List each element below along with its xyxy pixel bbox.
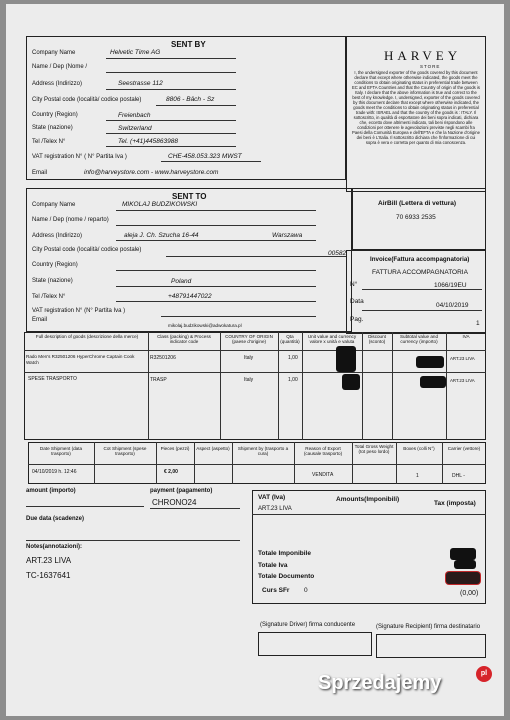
total-documento-redacted xyxy=(446,572,480,584)
curs-value: 0 xyxy=(304,587,308,594)
goods-row-2-subtotal-redacted xyxy=(420,376,446,388)
notes-line-1: ART.23 LIVA xyxy=(26,556,72,565)
sent-by-tel-value: Tel. (+41)445863988 xyxy=(118,138,178,145)
shipment-header-pieces: Pieces (pezzi) xyxy=(160,446,190,451)
goods-header-unit: Unit value and currency valore x unità e valuta xyxy=(307,334,357,344)
goods-row-1-qty: 1,00 xyxy=(288,355,298,361)
vat-label: VAT (Iva) xyxy=(258,494,286,501)
goods-row-2-desc: SPESE TRASPORTO xyxy=(28,376,77,382)
shipment-pieces-value: € 2,00 xyxy=(164,469,178,475)
goods-table xyxy=(24,332,486,440)
sent-to-name-label: Name / Dep (nome / reparto) xyxy=(32,217,109,223)
sent-by-country-value: Freienbach xyxy=(118,112,151,119)
invoice-label: Invoice(Fattura accompagnatoria) xyxy=(370,256,470,263)
amount-label: amount (importo) xyxy=(26,488,76,494)
signature-driver-label: (Signature Driver) firma conducente xyxy=(260,622,356,628)
invoice-title: FATTURA ACCOMPAGNATORIA xyxy=(372,269,468,276)
shipment-header-date: Date Shipment (data trasporto) xyxy=(39,446,83,456)
total-iva-redacted xyxy=(454,560,476,569)
signature-recipient-box xyxy=(376,634,486,658)
goods-header-subtotal: Subtotal value and currency (importo) xyxy=(399,334,439,344)
total-iva-label: Totale Iva xyxy=(258,562,288,569)
sent-by-city-label: City Postal code (località/ codice postale) xyxy=(32,97,142,103)
goods-row-2-origin: Italy xyxy=(244,377,254,383)
notes-label: Notes(annotazioni): xyxy=(26,544,82,550)
curs-label: Curs SFr xyxy=(262,587,290,594)
goods-header-code: Class (packing) & Process indicator code xyxy=(157,334,211,344)
goods-row-1-origin: Italy xyxy=(244,355,254,361)
sent-to-postal-value: 00582 xyxy=(328,250,347,257)
sent-to-country-label: Country (Region) xyxy=(32,262,78,268)
shipment-header-weight: Total Gross Weight (tot peso lordo) xyxy=(354,444,394,454)
invoice-page: 1 xyxy=(476,320,480,327)
watermark-badge-text: pl xyxy=(480,670,488,677)
shipment-header-cost: Cot Shipment (spese trasporto) xyxy=(103,446,147,456)
payment-value: CHRONO24 xyxy=(152,498,197,507)
sent-to-address-label: Address (Indirizzo) xyxy=(32,233,83,239)
total-imponibile-label: Totale Imponibile xyxy=(258,550,311,557)
tax-label: Tax (imposta) xyxy=(434,500,476,507)
sent-to-email-label: Email xyxy=(32,317,48,323)
goods-row-1-subtotal-redacted xyxy=(416,356,444,368)
sent-to-tel-label: Tel /Telex N° xyxy=(32,294,66,300)
total-imponibile-redacted xyxy=(450,548,476,560)
sent-by-city-value: 8806 - Bäch - Sz xyxy=(166,96,215,103)
goods-header-desc: Full description of goods (descrizione della merce) xyxy=(35,334,139,339)
invoice-n-label: N° xyxy=(350,281,358,288)
watermark-badge xyxy=(476,666,492,682)
exporter-declaration: I, the undersigned exporter of the goods covered by this document declare that except where otherwise indicated, the goods meet the conditions to obtain originating status in preferential trade between EC and EFTA Countries and that the Country of origin of the goods is Italy. I declare that the above information is true and correct to the best of my knowledge. I, undersigned, exporter of the goods covered by this document declare that except where otherwise indicated, the goods meet the conditions to obtain originating status in preferential trade with: ISRAEL and that the country of the goods is : ITALY. Il sottoscritto, in qualità di esportatore dei beni sopra indicati, dichiara che, eccetto dove altrimenti indicato, tali beni rispondono alle condizioni per ottenere le agevolazioni previste negli scambi fra Paesi della Comunità Europea e dell'EFTA e che la Nazione d'origine dei beni è L'Italia. Il sottoscritto dichiara che l'informazione di cui sopra è vera e corretta per quanto di mia conoscenza. xyxy=(352,70,480,145)
amounts-label: Amounts(Imponibili) xyxy=(336,496,400,503)
sent-by-vat-value: CHE-458.053.323 MWST xyxy=(168,153,242,160)
watermark-logo xyxy=(318,672,441,695)
sent-to-tel-value: +48791447022 xyxy=(168,293,212,300)
goods-row-2-unit-redacted xyxy=(342,374,360,390)
watermark-text: Sprzedajemy xyxy=(318,672,442,694)
shipment-reason-value: VENDITA xyxy=(312,472,334,478)
shipment-header-aspect: Aspect (aspetto) xyxy=(196,446,230,451)
invoice-document xyxy=(6,4,504,716)
invoice-date: 04/10/2019 xyxy=(436,302,469,309)
shipment-header-boxes: Boxes (colli N°) xyxy=(403,446,435,451)
sent-to-company-label: Company Name xyxy=(32,202,76,208)
shipment-carrier-value: DHL - xyxy=(452,473,465,479)
airbill-number: 70 6933 2535 xyxy=(396,214,436,221)
sent-by-email-value: info@harveystore.com - www.harveystore.com xyxy=(84,169,219,176)
sent-by-state-label: State (nazione) xyxy=(32,125,73,131)
goods-row-1-code: R32501206 xyxy=(150,355,176,361)
sent-to-email-value: mikolaj.budzikowski@adwokatura.pl xyxy=(168,323,242,328)
shipment-date-value: 04/10/2019 h. 12:46 xyxy=(32,469,77,475)
sent-by-address-label: Address (Indirizzo) xyxy=(32,81,83,87)
signature-recipient-label: (Signature Recipient) firma destinatario xyxy=(376,624,481,630)
sent-to-state-label: State (nazione) xyxy=(32,278,73,284)
sent-to-address-value: aleja J. Ch. Szucha 16-44 xyxy=(124,232,199,239)
sent-by-company-label: Company Name xyxy=(32,50,76,56)
vat-value: ART.23 LIVA xyxy=(258,506,292,512)
harvey-store-text: STORE xyxy=(420,64,441,69)
total-zero-value: (0,00) xyxy=(460,590,479,597)
goods-row-1-iva: ART.23 LIVA xyxy=(450,356,475,361)
sent-to-vat-label: VAT registration N° (N° Partita Iva ) xyxy=(32,308,126,314)
invoice-date-label: Data xyxy=(350,298,364,305)
invoice-number: 1066/19EU xyxy=(434,282,467,289)
sent-to-company-value: MIKOLAJ BUDZIKOWSKI xyxy=(122,201,198,208)
signature-driver-box xyxy=(258,632,372,656)
sent-to-postal-label: City Postal code (località/ codice postale) xyxy=(32,247,142,253)
goods-header-discount: Discount (sconto) xyxy=(368,334,386,344)
sent-by-state-value: Switzerland xyxy=(118,125,152,132)
shipment-boxes-value: 1 xyxy=(416,473,419,479)
sent-by-country-label: Country (Region) xyxy=(32,112,78,118)
sent-to-state-value: Poland xyxy=(171,278,192,285)
invoice-page-label: Pag. xyxy=(350,316,364,323)
goods-header-iva: IVA xyxy=(462,334,470,339)
sent-by-vat-label: VAT registration N° ( N° Partita Iva ) xyxy=(32,154,127,160)
shipment-header-reason: Reason of Export (causale trasporto) xyxy=(303,446,343,456)
sent-by-name-label: Name / Dep (Nome / xyxy=(32,64,88,70)
goods-row-2-qty: 1,00 xyxy=(288,377,298,383)
airbill-label: AirBill (Lettera di vettura) xyxy=(378,200,457,207)
goods-row-1-unit-redacted xyxy=(336,346,356,372)
sent-to-title: SENT TO xyxy=(172,192,207,201)
sent-by-title: SENT BY xyxy=(171,40,206,49)
goods-row-2-iva: ART.23 LIVA xyxy=(450,378,475,383)
goods-row-1-desc: Rado Men's R32501206 HyperChrome Captain Cook Watch xyxy=(26,354,135,365)
shipment-header-by: Shipment by (trasporto a cura) xyxy=(237,446,289,456)
sent-by-email-label: Email xyxy=(32,170,48,176)
notes-line-2: TC-1637641 xyxy=(26,571,71,580)
goods-header-origin: COUNTRY OF ORIGIN (paese d'origine) xyxy=(225,334,273,344)
shipment-header-carrier: Carrier (vettore) xyxy=(447,446,481,451)
goods-header-qty: Qta (quantità) xyxy=(280,334,300,344)
sent-to-city-value: Warszawa xyxy=(272,232,303,239)
total-documento-label: Totale Documento xyxy=(258,573,315,580)
harvey-logo: HARVEY xyxy=(384,48,462,63)
due-date-label: Due data (scadenze) xyxy=(26,516,85,522)
sent-by-company-value: Helvetic Time AG xyxy=(110,49,161,56)
goods-row-2-code: TRASP xyxy=(150,377,167,383)
sent-by-tel-label: Tel /Telex N° xyxy=(32,139,66,145)
sent-by-address-value: Seestrasse 112 xyxy=(118,80,163,87)
payment-label: payment (pagamento) xyxy=(150,488,213,494)
